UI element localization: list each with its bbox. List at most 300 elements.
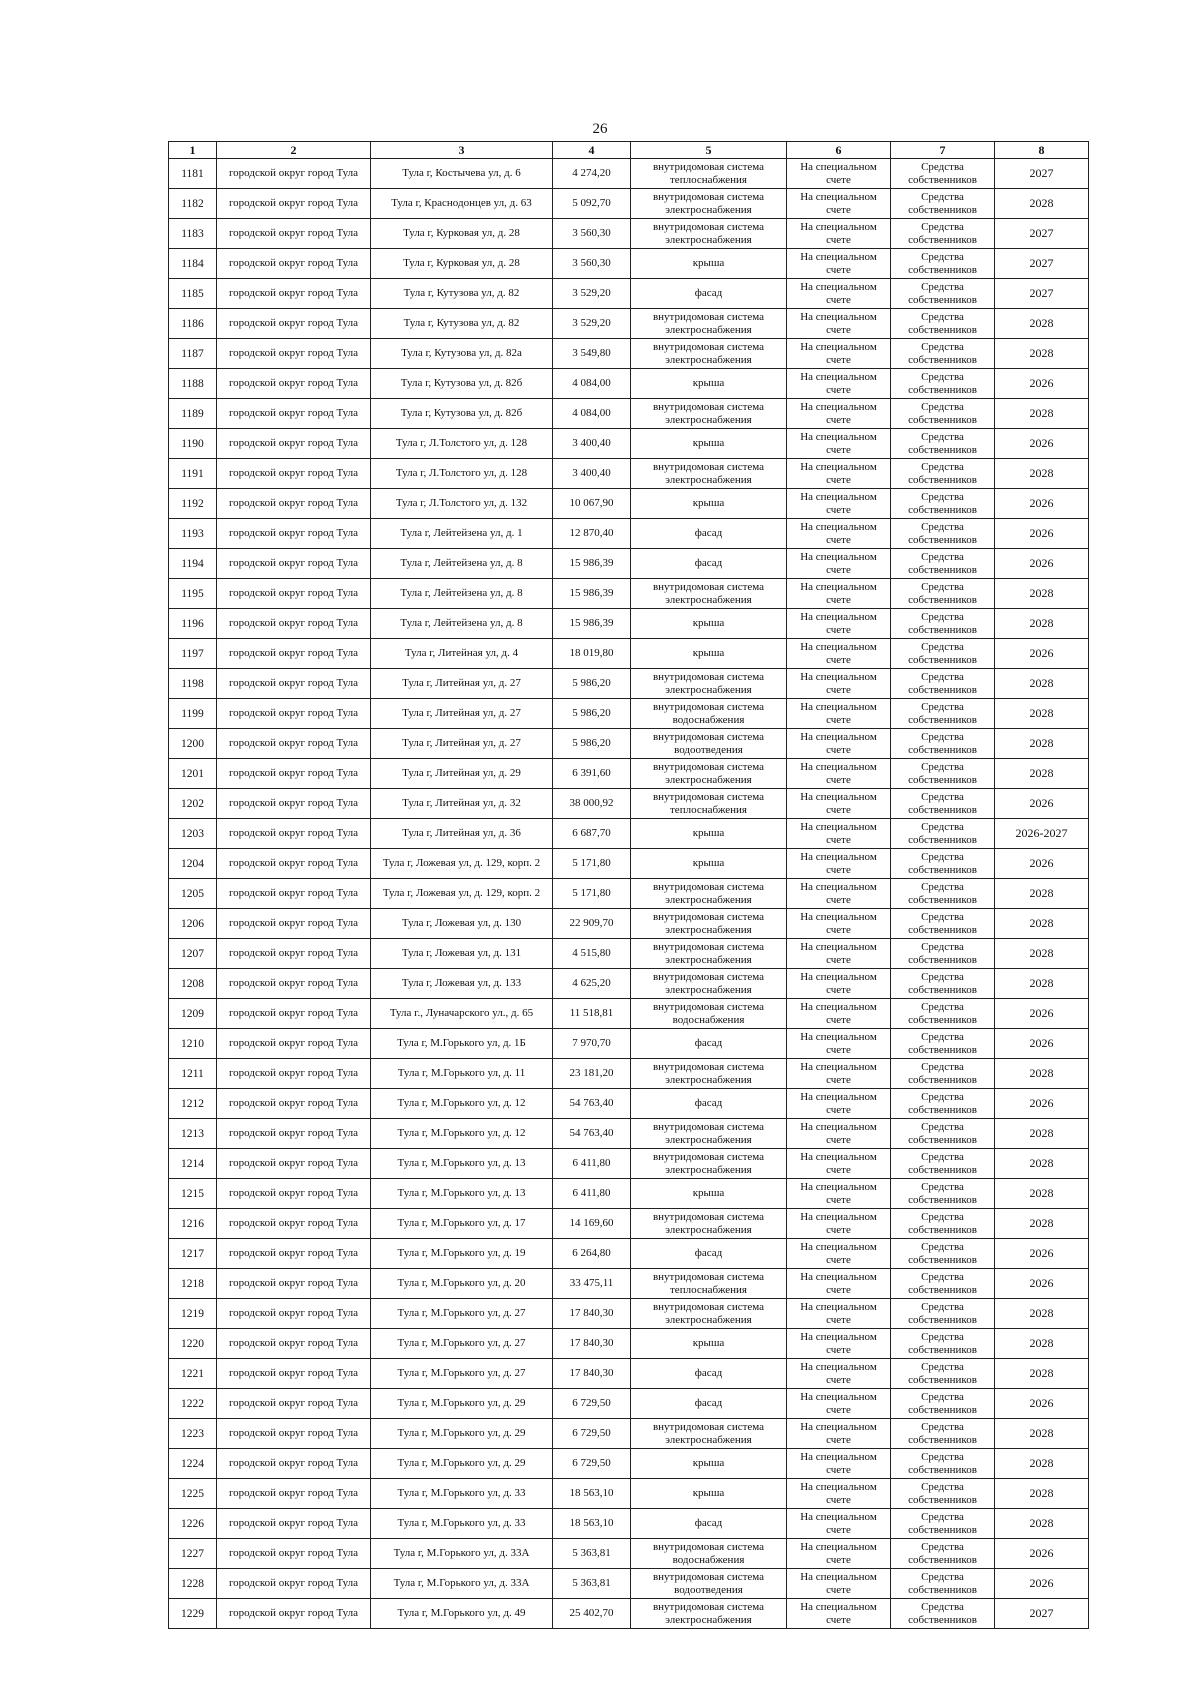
- funding-source-cell: [891, 639, 995, 669]
- year-cell: [995, 879, 1089, 909]
- account-type-cell: [787, 1209, 891, 1239]
- address-cell-text: Тула г, Литейная ул, д. 29: [402, 767, 521, 779]
- year-cell: [995, 969, 1089, 999]
- address-cell-text: Тула г, М.Горького ул, д. 19: [397, 1247, 526, 1259]
- funding-source-cell: [891, 999, 995, 1029]
- account-type-cell-text: На специальном счете: [800, 520, 877, 546]
- area-cell: [553, 399, 631, 429]
- table-row: [169, 1419, 1089, 1449]
- work-type-cell-text: внутридомовая система теплоснабжения: [652, 160, 765, 186]
- work-type-cell: [631, 1269, 787, 1299]
- area-cell: [553, 1419, 631, 1449]
- account-type-cell-text: На специальном счете: [800, 460, 877, 486]
- address-cell: [371, 1569, 553, 1599]
- area-cell-text: 5 092,70: [572, 197, 611, 209]
- table-row: [169, 639, 1089, 669]
- area-cell-text: 22 909,70: [569, 917, 614, 929]
- area-cell: [553, 1599, 631, 1629]
- table-row: [169, 1599, 1089, 1629]
- work-type-cell: [631, 549, 787, 579]
- account-type-cell-text: На специальном счете: [800, 1180, 877, 1206]
- table-row: [169, 609, 1089, 639]
- column-header: 5: [631, 142, 787, 159]
- area-cell-text: 3 400,40: [572, 437, 611, 449]
- municipality-cell-text: городской округ город Тула: [228, 1367, 359, 1379]
- municipality-cell: [217, 819, 371, 849]
- account-type-cell-text: На специальном счете: [800, 1510, 877, 1536]
- year-cell-text: 2028: [1029, 766, 1054, 780]
- account-type-cell: [787, 729, 891, 759]
- year-cell: [995, 1149, 1089, 1179]
- municipality-cell: [217, 489, 371, 519]
- funding-source-cell: [891, 1449, 995, 1479]
- funding-source-cell-text: Средства собственников: [908, 430, 977, 456]
- work-type-cell: [631, 849, 787, 879]
- year-cell-text: 2026: [1029, 1096, 1054, 1110]
- funding-source-cell-text: Средства собственников: [908, 910, 977, 936]
- work-type-cell: [631, 309, 787, 339]
- address-cell-text: Тула г, М.Горького ул, д. 33: [397, 1487, 526, 1499]
- municipality-cell: [217, 1269, 371, 1299]
- area-cell: [553, 459, 631, 489]
- municipality-cell-text: городской округ город Тула: [228, 1187, 359, 1199]
- area-cell: [553, 159, 631, 189]
- account-type-cell: [787, 1089, 891, 1119]
- account-type-cell-text: На специальном счете: [800, 1540, 877, 1566]
- address-cell: [371, 1149, 553, 1179]
- address-cell: [371, 879, 553, 909]
- account-type-cell-text: На специальном счете: [800, 1360, 877, 1386]
- municipality-cell: [217, 1479, 371, 1509]
- account-type-cell: [787, 1119, 891, 1149]
- address-cell-text: Тула г, М.Горького ул, д. 17: [397, 1217, 526, 1229]
- area-cell: [553, 939, 631, 969]
- address-cell-text: Тула г, Лейтейзена ул, д. 8: [400, 557, 523, 569]
- table-row: [169, 819, 1089, 849]
- row-number-cell-text: 1218: [181, 1277, 204, 1290]
- row-number-cell: [169, 639, 217, 669]
- address-cell: [371, 1179, 553, 1209]
- funding-source-cell-text: Средства собственников: [908, 880, 977, 906]
- table-row: [169, 429, 1089, 459]
- account-type-cell: [787, 1299, 891, 1329]
- work-type-cell: [631, 489, 787, 519]
- funding-source-cell-text: Средства собственников: [908, 1150, 977, 1176]
- row-number-cell-text: 1201: [181, 767, 204, 780]
- address-cell: [371, 549, 553, 579]
- account-type-cell-text: На специальном счете: [800, 250, 877, 276]
- account-type-cell: [787, 339, 891, 369]
- table-row: [169, 759, 1089, 789]
- area-cell: [553, 1059, 631, 1089]
- work-type-cell: [631, 579, 787, 609]
- account-type-cell: [787, 1269, 891, 1299]
- address-cell-text: Тула г, М.Горького ул, д. 13: [397, 1187, 526, 1199]
- area-cell-text: 15 986,39: [569, 617, 614, 629]
- area-cell-text: 54 763,40: [569, 1127, 614, 1139]
- address-cell-text: Тула г, М.Горького ул, д. 11: [397, 1067, 526, 1079]
- account-type-cell: [787, 1599, 891, 1629]
- year-cell-text: 2028: [1029, 1306, 1054, 1320]
- funding-source-cell-text: Средства собственников: [908, 1030, 977, 1056]
- area-cell-text: 5 986,20: [572, 677, 611, 689]
- year-cell-text: 2028: [1029, 346, 1054, 360]
- area-cell-text: 33 475,11: [569, 1277, 614, 1289]
- row-number-cell-text: 1191: [181, 467, 204, 480]
- row-number-cell-text: 1200: [181, 737, 204, 750]
- funding-source-cell-text: Средства собственников: [908, 550, 977, 576]
- municipality-cell: [217, 309, 371, 339]
- row-number-cell: [169, 579, 217, 609]
- year-cell: [995, 189, 1089, 219]
- year-cell: [995, 1179, 1089, 1209]
- year-cell-text: 2028: [1029, 736, 1054, 750]
- table-row: [169, 1269, 1089, 1299]
- funding-source-cell-text: Средства собственников: [908, 820, 977, 846]
- area-cell: [553, 1179, 631, 1209]
- work-type-cell-text: крыша: [692, 1457, 725, 1469]
- work-type-cell-text: внутридомовая система электроснабжения: [652, 580, 765, 606]
- row-number-cell-text: 1212: [181, 1097, 204, 1110]
- funding-source-cell-text: Средства собственников: [908, 310, 977, 336]
- municipality-cell-text: городской округ город Тула: [228, 1247, 359, 1259]
- table-row: [169, 1179, 1089, 1209]
- account-type-cell-text: На специальном счете: [800, 700, 877, 726]
- year-cell-text: 2026: [1029, 436, 1054, 450]
- row-number-cell: [169, 1509, 217, 1539]
- address-cell: [371, 1599, 553, 1629]
- account-type-cell: [787, 1509, 891, 1539]
- area-cell-text: 4 515,80: [572, 947, 611, 959]
- account-type-cell: [787, 999, 891, 1029]
- year-cell: [995, 609, 1089, 639]
- address-cell: [371, 819, 553, 849]
- funding-source-cell-text: Средства собственников: [908, 850, 977, 876]
- funding-source-cell-text: Средства собственников: [908, 1600, 977, 1626]
- funding-source-cell: [891, 909, 995, 939]
- area-cell: [553, 699, 631, 729]
- row-number-cell: [169, 1239, 217, 1269]
- municipality-cell-text: городской округ город Тула: [228, 347, 359, 359]
- row-number-cell: [169, 729, 217, 759]
- work-type-cell: [631, 1419, 787, 1449]
- address-cell: [371, 1509, 553, 1539]
- municipality-cell: [217, 1509, 371, 1539]
- municipality-cell: [217, 729, 371, 759]
- address-cell: [371, 1119, 553, 1149]
- work-type-cell: [631, 1029, 787, 1059]
- area-cell-text: 3 400,40: [572, 467, 611, 479]
- work-type-cell-text: фасад: [694, 1247, 723, 1259]
- municipality-cell: [217, 849, 371, 879]
- row-number-cell-text: 1203: [181, 827, 204, 840]
- funding-source-cell-text: Средства собственников: [908, 1330, 977, 1356]
- row-number-cell-text: 1204: [181, 857, 204, 870]
- row-number-cell-text: 1211: [181, 1067, 204, 1080]
- table-row: [169, 939, 1089, 969]
- row-number-cell: [169, 549, 217, 579]
- year-cell: [995, 1269, 1089, 1299]
- year-cell-text: 2028: [1029, 1156, 1054, 1170]
- municipality-cell-text: городской округ город Тула: [228, 587, 359, 599]
- area-cell-text: 18 563,10: [569, 1517, 614, 1529]
- row-number-cell: [169, 789, 217, 819]
- row-number-cell: [169, 1089, 217, 1119]
- account-type-cell-text: На специальном счете: [800, 490, 877, 516]
- column-header: 2: [217, 142, 371, 159]
- funding-source-cell-text: Средства собственников: [908, 640, 977, 666]
- row-number-cell-text: 1228: [181, 1577, 204, 1590]
- year-cell-text: 2028: [1029, 466, 1054, 480]
- area-cell: [553, 1479, 631, 1509]
- area-cell: [553, 1359, 631, 1389]
- municipality-cell: [217, 1149, 371, 1179]
- account-type-cell: [787, 1059, 891, 1089]
- year-cell: [995, 579, 1089, 609]
- table-row: [169, 999, 1089, 1029]
- work-type-cell-text: крыша: [692, 437, 725, 449]
- row-number-cell-text: 1213: [181, 1127, 204, 1140]
- municipality-cell-text: городской округ город Тула: [228, 167, 359, 179]
- funding-source-cell: [891, 759, 995, 789]
- area-cell: [553, 489, 631, 519]
- account-type-cell-text: На специальном счете: [800, 820, 877, 846]
- row-number-cell: [169, 1359, 217, 1389]
- funding-source-cell: [891, 459, 995, 489]
- municipality-cell: [217, 1599, 371, 1629]
- funding-source-cell-text: Средства собственников: [908, 1000, 977, 1026]
- account-type-cell: [787, 639, 891, 669]
- municipality-cell-text: городской округ город Тула: [228, 857, 359, 869]
- address-cell-text: Тула г, М.Горького ул, д. 27: [397, 1367, 526, 1379]
- year-cell: [995, 1209, 1089, 1239]
- row-number-cell: [169, 1539, 217, 1569]
- work-type-cell-text: крыша: [692, 1487, 725, 1499]
- area-cell: [553, 1329, 631, 1359]
- row-number-cell-text: 1221: [181, 1367, 204, 1380]
- municipality-cell: [217, 189, 371, 219]
- municipality-cell-text: городской округ город Тула: [228, 917, 359, 929]
- work-type-cell: [631, 909, 787, 939]
- row-number-cell: [169, 1569, 217, 1599]
- year-cell: [995, 669, 1089, 699]
- work-type-cell-text: фасад: [694, 287, 723, 299]
- work-type-cell-text: внутридомовая система водоснабжения: [652, 700, 765, 726]
- address-cell: [371, 1329, 553, 1359]
- area-cell: [553, 1539, 631, 1569]
- table-row: [169, 1149, 1089, 1179]
- municipality-cell-text: городской округ город Тула: [228, 1427, 359, 1439]
- address-cell: [371, 609, 553, 639]
- area-cell: [553, 1299, 631, 1329]
- work-type-cell-text: фасад: [694, 1097, 723, 1109]
- area-cell: [553, 549, 631, 579]
- table-row: [169, 1029, 1089, 1059]
- municipality-cell-text: городской округ город Тула: [228, 947, 359, 959]
- address-cell-text: Тула г, Лейтейзена ул, д. 1: [400, 527, 523, 539]
- address-cell: [371, 1089, 553, 1119]
- year-cell: [995, 1539, 1089, 1569]
- table-body: [169, 142, 1089, 1629]
- address-cell-text: Тула г, М.Горького ул, д. 33А: [393, 1547, 530, 1559]
- year-cell-text: 2026: [1029, 526, 1054, 540]
- area-cell-text: 5 171,80: [572, 857, 611, 869]
- work-type-cell-text: внутридомовая система электроснабжения: [652, 760, 765, 786]
- row-number-cell: [169, 1599, 217, 1629]
- address-cell: [371, 159, 553, 189]
- year-cell-text: 2026: [1029, 796, 1054, 810]
- table-row: [169, 249, 1089, 279]
- work-type-cell-text: фасад: [694, 527, 723, 539]
- year-cell-text: 2028: [1029, 1216, 1054, 1230]
- funding-source-cell: [891, 729, 995, 759]
- year-cell: [995, 1389, 1089, 1419]
- funding-source-cell: [891, 1539, 995, 1569]
- work-type-cell-text: внутридомовая система теплоснабжения: [652, 1270, 765, 1296]
- account-type-cell: [787, 399, 891, 429]
- work-type-cell: [631, 669, 787, 699]
- area-cell: [553, 1569, 631, 1599]
- table-row: [169, 219, 1089, 249]
- row-number-cell-text: 1196: [181, 617, 204, 630]
- funding-source-cell: [891, 369, 995, 399]
- row-number-cell-text: 1205: [181, 887, 204, 900]
- municipality-cell-text: городской округ город Тула: [228, 197, 359, 209]
- funding-source-cell: [891, 339, 995, 369]
- capital-repair-table: [168, 141, 1089, 1629]
- year-cell-text: 2026-2027: [1015, 826, 1068, 840]
- work-type-cell-text: внутридомовая система электроснабжения: [652, 970, 765, 996]
- area-cell: [553, 1089, 631, 1119]
- year-cell: [995, 459, 1089, 489]
- row-number-cell-text: 1219: [181, 1307, 204, 1320]
- municipality-cell: [217, 1329, 371, 1359]
- year-cell-text: 2026: [1029, 1006, 1054, 1020]
- year-cell-text: 2026: [1029, 646, 1054, 660]
- row-number-cell: [169, 1149, 217, 1179]
- account-type-cell: [787, 1479, 891, 1509]
- work-type-cell: [631, 519, 787, 549]
- year-cell: [995, 1479, 1089, 1509]
- row-number-cell-text: 1197: [181, 647, 204, 660]
- year-cell-text: 2028: [1029, 1456, 1054, 1470]
- row-number-cell-text: 1223: [181, 1427, 204, 1440]
- work-type-cell-text: крыша: [692, 497, 725, 509]
- account-type-cell-text: На специальном счете: [800, 1120, 877, 1146]
- municipality-cell: [217, 879, 371, 909]
- year-cell-text: 2028: [1029, 946, 1054, 960]
- area-cell-text: 7 970,70: [572, 1037, 611, 1049]
- area-cell-text: 3 549,80: [572, 347, 611, 359]
- row-number-cell-text: 1206: [181, 917, 204, 930]
- funding-source-cell-text: Средства собственников: [908, 1510, 977, 1536]
- address-cell-text: Тула г, М.Горького ул, д. 29: [397, 1427, 526, 1439]
- account-type-cell-text: На специальном счете: [800, 310, 877, 336]
- area-cell-text: 18 019,80: [569, 647, 614, 659]
- year-cell: [995, 1299, 1089, 1329]
- area-cell: [553, 1029, 631, 1059]
- area-cell: [553, 219, 631, 249]
- account-type-cell-text: На специальном счете: [800, 760, 877, 786]
- row-number-cell-text: 1182: [181, 197, 204, 210]
- municipality-cell: [217, 549, 371, 579]
- municipality-cell: [217, 579, 371, 609]
- area-cell: [553, 759, 631, 789]
- municipality-cell-text: городской округ город Тула: [228, 1547, 359, 1559]
- area-cell-text: 4 084,00: [572, 407, 611, 419]
- account-type-cell: [787, 459, 891, 489]
- municipality-cell: [217, 519, 371, 549]
- address-cell-text: Тула г, М.Горького ул, д. 12: [397, 1097, 526, 1109]
- account-type-cell: [787, 219, 891, 249]
- work-type-cell-text: крыша: [692, 827, 725, 839]
- account-type-cell: [787, 669, 891, 699]
- year-cell-text: 2027: [1029, 1606, 1054, 1620]
- address-cell: [371, 1359, 553, 1389]
- funding-source-cell-text: Средства собственников: [908, 1090, 977, 1116]
- area-cell-text: 6 391,60: [572, 767, 611, 779]
- funding-source-cell-text: Средства собственников: [908, 1240, 977, 1266]
- row-number-cell: [169, 939, 217, 969]
- area-cell-text: 18 563,10: [569, 1487, 614, 1499]
- year-cell: [995, 1569, 1089, 1599]
- funding-source-cell-text: Средства собственников: [908, 670, 977, 696]
- account-type-cell: [787, 489, 891, 519]
- work-type-cell: [631, 429, 787, 459]
- row-number-cell-text: 1185: [181, 287, 204, 300]
- area-cell-text: 3 529,20: [572, 317, 611, 329]
- table-row: [169, 1359, 1089, 1389]
- year-cell-text: 2028: [1029, 196, 1054, 210]
- year-cell-text: 2026: [1029, 556, 1054, 570]
- year-cell-text: 2028: [1029, 586, 1054, 600]
- municipality-cell: [217, 1569, 371, 1599]
- address-cell-text: Тула г, М.Горького ул, д. 27: [397, 1337, 526, 1349]
- account-type-cell: [787, 1359, 891, 1389]
- area-cell-text: 14 169,60: [569, 1217, 614, 1229]
- table-row: [169, 279, 1089, 309]
- municipality-cell-text: городской округ город Тула: [228, 227, 359, 239]
- address-cell: [371, 909, 553, 939]
- work-type-cell-text: внутридомовая система электроснабжения: [652, 310, 765, 336]
- area-cell-text: 12 870,40: [569, 527, 614, 539]
- funding-source-cell-text: Средства собственников: [908, 1060, 977, 1086]
- area-cell-text: 6 687,70: [572, 827, 611, 839]
- table-row: [169, 1119, 1089, 1149]
- table-row: [169, 339, 1089, 369]
- account-type-cell-text: На специальном счете: [800, 1000, 877, 1026]
- row-number-cell-text: 1193: [181, 527, 204, 540]
- address-cell-text: Тула г, М.Горького ул, д. 1Б: [397, 1037, 526, 1049]
- row-number-cell: [169, 519, 217, 549]
- work-type-cell: [631, 699, 787, 729]
- address-cell-text: Тула г, Литейная ул, д. 27: [402, 707, 521, 719]
- address-cell-text: Тула г, Л.Толстого ул, д. 132: [395, 497, 528, 509]
- work-type-cell-text: внутридомовая система электроснабжения: [652, 1150, 765, 1176]
- address-cell: [371, 339, 553, 369]
- work-type-cell-text: внутридомовая система теплоснабжения: [652, 790, 765, 816]
- table-row: [169, 189, 1089, 219]
- row-number-cell: [169, 399, 217, 429]
- address-cell-text: Тула г, Кутузова ул, д. 82б: [400, 407, 523, 419]
- funding-source-cell-text: Средства собственников: [908, 1390, 977, 1416]
- address-cell: [371, 279, 553, 309]
- address-cell: [371, 429, 553, 459]
- area-cell-text: 3 560,30: [572, 257, 611, 269]
- row-number-cell: [169, 1329, 217, 1359]
- account-type-cell: [787, 939, 891, 969]
- work-type-cell: [631, 1179, 787, 1209]
